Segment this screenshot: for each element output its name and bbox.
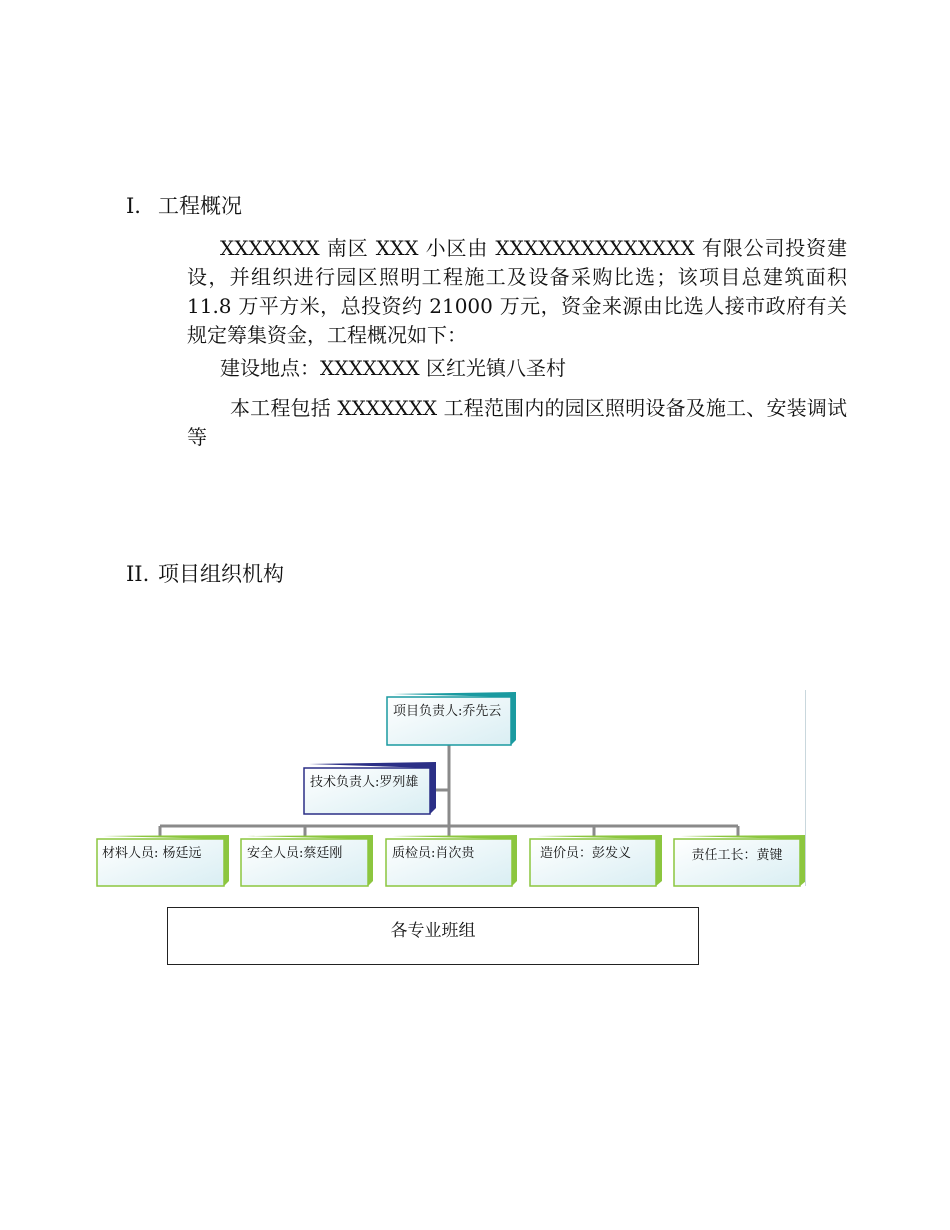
section-number: I.: [126, 194, 141, 218]
org-node-project-manager: [387, 697, 511, 745]
org-node-materials: [97, 839, 224, 886]
org-node-label: 责任工长：黄键: [691, 848, 783, 863]
org-node-label: 项目负责人:乔先云: [393, 704, 502, 719]
section-title: 项目组织机构: [158, 562, 284, 586]
overview-paragraph: XXXXXXX 南区 XXX 小区由 XXXXXXXXXXXXXX 有限公司投资建设，并组织进行园区照明工程施工及设备采购比选；该项目总建筑面积 11.8 万平方米，总投资约 21000 万元，资金来源由比选人接市政府有关规定筹集资金，工程概况如下：: [187, 236, 847, 347]
org-node-label: 各专业班组: [390, 921, 476, 941]
org-node-label: 安全人员:蔡廷刚: [247, 846, 343, 861]
org-node-teams: [167, 907, 699, 965]
org-node-quality: [386, 839, 512, 886]
section-number: II.: [126, 562, 150, 586]
org-node-cost: [530, 839, 656, 886]
org-node-label: 材料人员: 杨廷远: [102, 846, 202, 861]
org-node-foreman: [674, 839, 800, 886]
org-node-label: 质检员:肖次贵: [392, 846, 475, 861]
section-title: 工程概况: [158, 194, 242, 218]
org-node-technical-lead: [304, 768, 430, 814]
org-node-label: 技术负责人:罗列雄: [310, 775, 419, 790]
org-node-safety: [241, 839, 368, 886]
decorative-divider: [805, 690, 806, 886]
location-paragraph: 建设地点：XXXXXXX 区红光镇八圣村: [220, 356, 567, 380]
org-node-label: 造价员：彭发义: [540, 846, 632, 861]
scope-paragraph: 本工程包括 XXXXXXX 工程范围内的园区照明设备及施工、安装调试等: [187, 396, 847, 449]
org-connectors: [160, 745, 738, 836]
